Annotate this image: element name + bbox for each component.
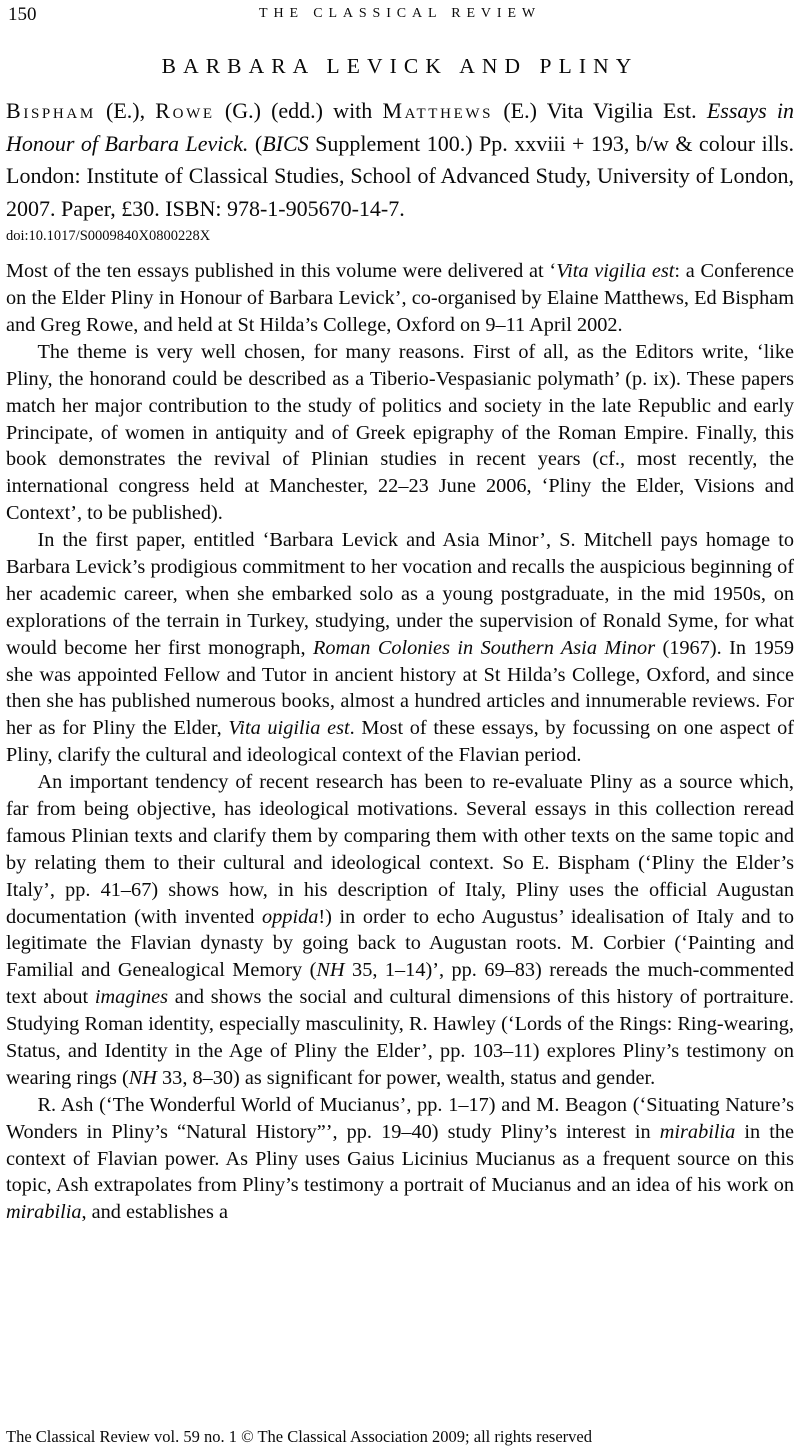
page-footer: The Classical Review vol. 59 no. 1 © The Classical Association 2009; all rights reserved [6,1427,592,1446]
doi: doi:10.1017/S0009840X0800228X [6,228,211,245]
citation: Bispham (E.), Rowe (G.) (edd.) with Matthews (E.) Vita Vigilia Est. Essays in Honour of Barbara Levick. (BICS Supplement 100.) Pp. xxviii + 193, b/w & colour ills. London: Institute of Classical Studies, School of Advanced Study, University of London, 2007. Paper, £30. ISBN: 978-1-905670-14-7. [6,98,794,221]
article-title: BARBARA LEVICK AND PLINY [161,54,639,78]
running-head: THE CLASSICAL REVIEW [259,6,541,21]
paragraph-2: The theme is very well chosen, for many reasons. First of all, as the Editors write, ‘like Pliny, the honorand could be described as a Tiberio-Vespasianic polymath’ (p. ix). These papers match her major contribution to the study of politics and society in the late Republic and early Principate, of women in antiquity and of Greek epigraphy of the Roman Empire. Finally, this book demonstrates the revival of Plinian studies in recent years (cf., most recently, the international congress held at Manchester, 22–23 June 2006, ‘Pliny the Elder, Visions and Context’, to be published). [6,340,794,525]
paragraph-3: In the first paper, entitled ‘Barbara Levick and Asia Minor’, S. Mitchell pays homage to Barbara Levick’s prodigious commitment to her vocation and recalls the auspicious beginning of her academic career, when she embarked solo as a young postgraduate, in the mid 1950s, on explorations of the terrain in Turkey, studying, under the supervision of Ronald Syme, for what would become her first monograph, Roman Colonies in Southern Asia Minor (1967). In 1959 she was appointed Fellow and Tutor in ancient history at St Hilda’s College, Oxford, and since then she has published numerous books, almost a hundred articles and innumerable reviews. For her as for Pliny the Elder, Vita uigilia est. Most of these essays, by focussing on one aspect of Pliny, clarify the cultural and ideological context of the Flavian period. [6,529,794,767]
review-body [6,258,794,1226]
page-number: 150 [8,4,37,25]
page-header [6,4,794,30]
paragraph-5: R. Ash (‘The Wonderful World of Mucianus’, pp. 1–17) and M. Beagon (‘Situating Nature’s Wonders in Pliny’s “Natural History”’, pp. 19–40) study Pliny’s interest in mirabilia in the context of Flavian power. As Pliny uses Gaius Licinius Mucianus as a frequent source on this topic, Ash extrapolates from Pliny’s testimony a portrait of Mucianus and an idea of his work on mirabilia, and establishes a [6,1093,794,1224]
paragraph-1: Most of the ten essays published in this volume were delivered at ‘Vita vigilia est: a Conference on the Elder Pliny in Honour of Barbara Levick’, co-organised by Elaine Matthews, Ed Bispham and Greg Rowe, and held at St Hilda’s College, Oxford on 9–11 April 2002. [6,260,795,336]
paragraph-4: An important tendency of recent research has been to re-evaluate Pliny as a source which, far from being objective, has ideological motivations. Several essays in this collection reread famous Plinian texts and clarify them by comparing them with other texts on the same topic and by relating them to their cultural and ideological context. So E. Bispham (‘Pliny the Elder’s Italy’, pp. 41–67) shows how, in his description of Italy, Pliny uses the official Augustan documentation (with invented oppida!) in order to echo Augustus’ idealisation of Italy and to legitimate the Flavian dynasty by going back to Augustan roots. M. Corbier (‘Painting and Familial and Genealogical Memory (NH 35, 1–14)’, pp. 69–83) rereads the much-commented text about imagines and shows the social and cultural dimensions of this history of portraiture. Studying Roman identity, especially masculinity, R. Hawley (‘Lords of the Rings: Ring-wearing, Status, and Identity in the Age of Pliny the Elder’, pp. 103–11) explores Pliny’s testimony on wearing rings (NH 33, 8–30) as significant for power, wealth, status and gender. [6,771,794,1089]
